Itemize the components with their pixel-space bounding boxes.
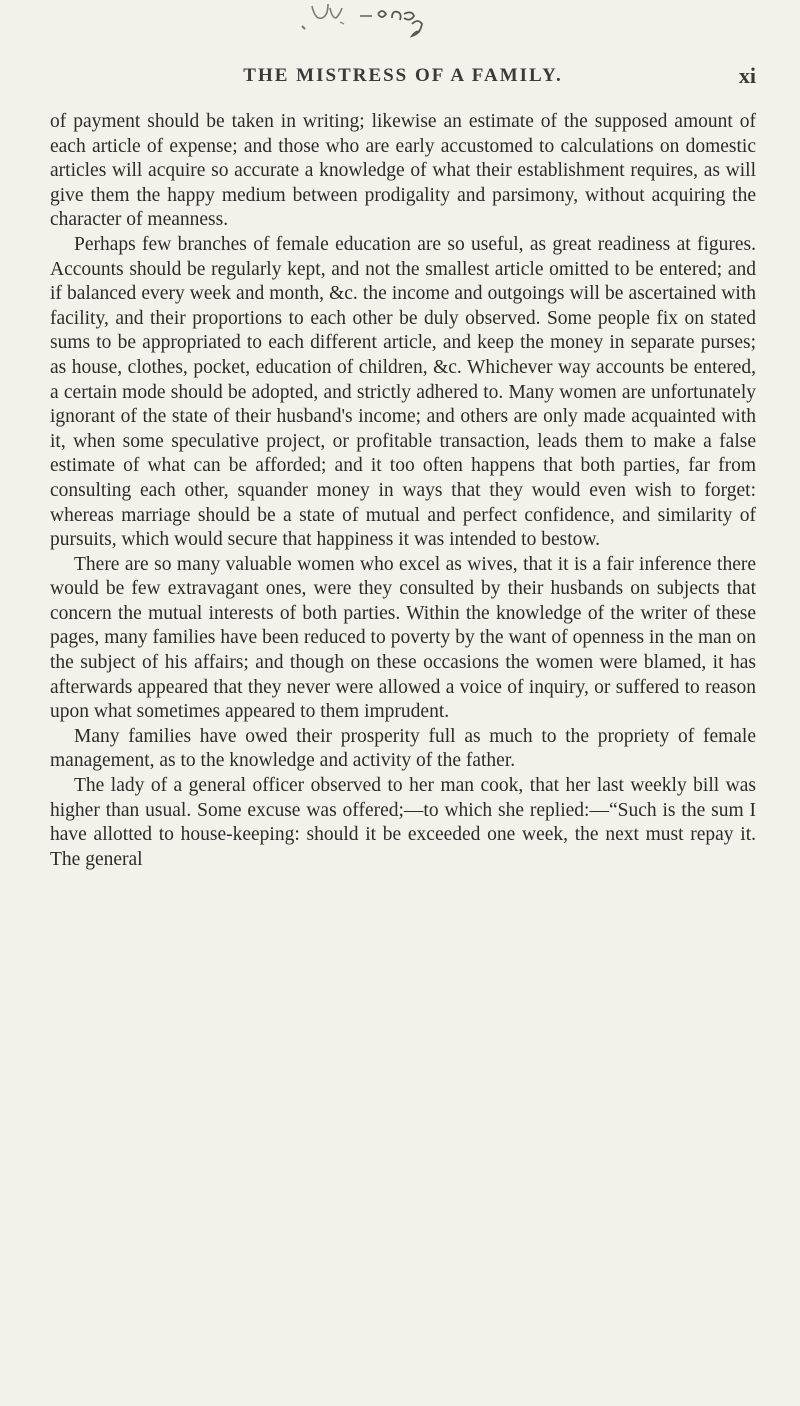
- paragraph: Many families have owed their prosperity full as much to the propriety of female management, as to the knowledge and activity of the father.: [50, 725, 756, 772]
- paragraph: The lady of a general officer observed to her man cook, that her last weekly bill was higher than usual. Some excuse was offered;—to which she replied:—“Such is the sum I have allotted to house-keeping: should it be exceeded one week, the next must repay it. The general: [50, 775, 756, 870]
- page-header: [50, 56, 756, 96]
- running-head: THE MISTRESS OF A FAMILY.: [243, 65, 563, 86]
- body-text: [50, 110, 756, 872]
- paragraph: of payment should be taken in writing; likewise an estimate of the supposed amount of each article of expense; and those who are early accustomed to calculations on domestic articles will acquire so accurate a knowledge of what their establishment requires, as will give them the happy medium between prodigality and parsimony, without acquiring the character of meanness.: [50, 111, 756, 231]
- paragraph: Perhaps few branches of female education are so useful, as great readiness at figures. Accounts should be regularly kept, and not the smallest article omitted to be entered; and if balanced every week and month, &c. the income and outgoings will be ascertained with facility, and their proportions to each other be duly observed. Some people fix on stated sums to be appropriated to each different article, and keep the money in separate purses; as house, clothes, pocket, education of children, &c. Whichever way accounts be entered, a certain mode should be adopted, and strictly adhered to. Many women are unfortunately ignorant of the state of their husband's income; and others are only made acquainted with it, when some speculative project, or profitable transaction, leads them to make a false estimate of what can be afforded; and it too often happens that both parties, far from consulting each other, squander money in ways that they would even wish to forget: whereas marriage should be a state of mutual and perfect confidence, and similarity of pursuits, which would secure that happiness it was intended to bestow.: [50, 233, 756, 551]
- page-number: xi: [738, 63, 756, 88]
- paragraph: There are so many valuable women who excel as wives, that it is a fair inference there would be few extravagant ones, were they consulted by their husbands on subjects that concern the mutual interests of both parties. Within the knowledge of the writer of these pages, many families have been reduced to poverty by the want of openness in the man on the subject of his affairs; and though on these occasions the women were blamed, it has afterwards appeared that they never were allowed a voice of inquiry, or suffered to reason upon what sometimes appeared to them imprudent.: [50, 553, 756, 723]
